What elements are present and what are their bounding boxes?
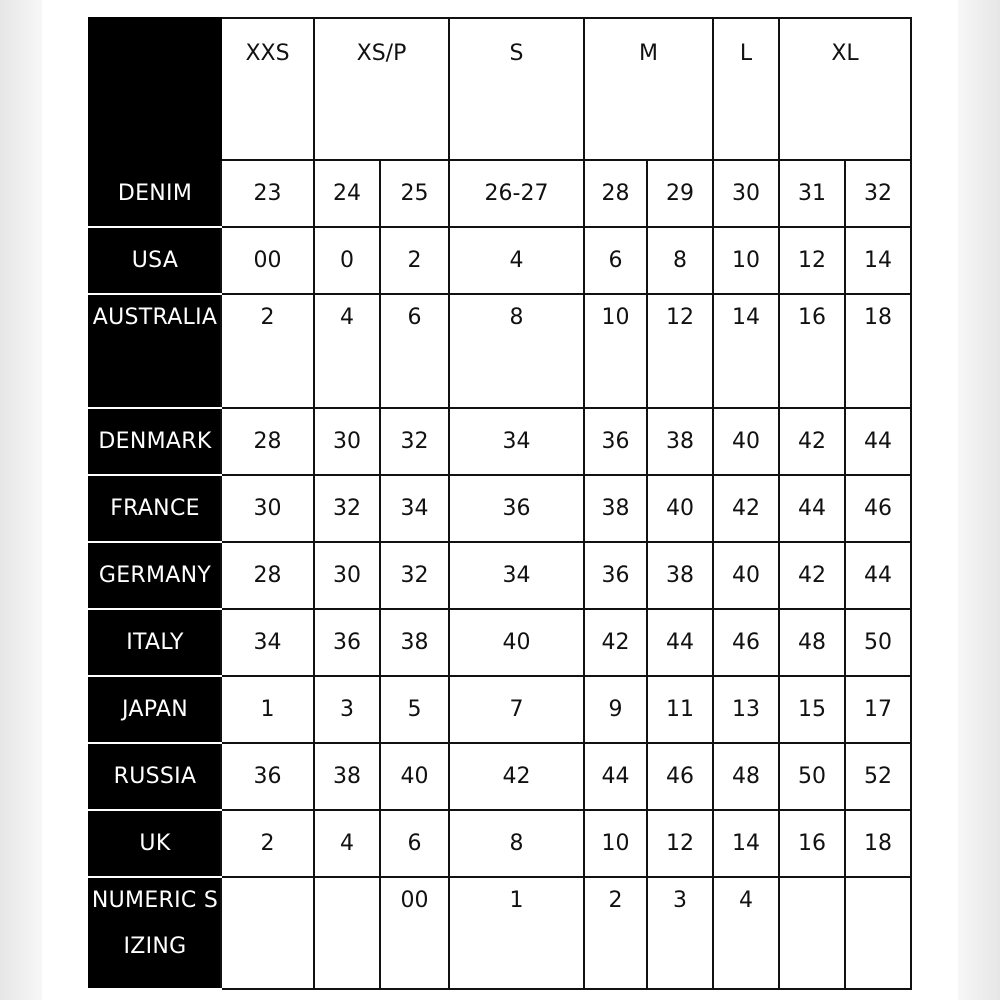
size-value-cell: 2 bbox=[380, 227, 449, 294]
size-value-cell: 4 bbox=[713, 877, 779, 989]
row-label-uk: UK bbox=[89, 810, 221, 877]
size-value-cell: 8 bbox=[449, 810, 584, 877]
row-label-italy: ITALY bbox=[89, 609, 221, 676]
size-value-cell: 36 bbox=[221, 743, 314, 810]
country-row-usa bbox=[89, 227, 911, 294]
row-label-numeric-sizing: NUMERIC SIZING bbox=[89, 877, 221, 989]
size-value-cell: 8 bbox=[449, 294, 584, 408]
size-value-cell: 16 bbox=[779, 294, 845, 408]
size-group-header-row bbox=[89, 18, 911, 160]
size-value-cell: 14 bbox=[845, 227, 911, 294]
size-value-cell: 10 bbox=[584, 294, 647, 408]
size-value-cell: 12 bbox=[647, 294, 713, 408]
size-value-cell: 18 bbox=[845, 810, 911, 877]
size-value-cell: 42 bbox=[584, 609, 647, 676]
size-value-cell: 15 bbox=[779, 676, 845, 743]
size-value-cell: 40 bbox=[713, 542, 779, 609]
size-group-l: L bbox=[713, 18, 779, 160]
size-value-cell: 40 bbox=[647, 475, 713, 542]
country-row-russia bbox=[89, 743, 911, 810]
size-value-cell: 2 bbox=[221, 294, 314, 408]
row-label-japan: JAPAN bbox=[89, 676, 221, 743]
row-label-france: FRANCE bbox=[89, 475, 221, 542]
size-value-cell: 46 bbox=[713, 609, 779, 676]
size-value-cell: 3 bbox=[314, 676, 380, 743]
size-value-cell: 8 bbox=[647, 227, 713, 294]
size-value-cell: 44 bbox=[779, 475, 845, 542]
size-value-cell: 40 bbox=[449, 609, 584, 676]
size-value-cell: 36 bbox=[449, 475, 584, 542]
size-value-cell: 44 bbox=[845, 542, 911, 609]
size-value-cell: 34 bbox=[449, 408, 584, 475]
size-value-cell: 48 bbox=[713, 743, 779, 810]
size-value-cell: 11 bbox=[647, 676, 713, 743]
size-value-cell: 2 bbox=[584, 877, 647, 989]
size-value-cell: 6 bbox=[380, 810, 449, 877]
size-value-cell: 30 bbox=[314, 542, 380, 609]
size-group-xxs: XXS bbox=[221, 18, 314, 160]
size-value-cell: 4 bbox=[449, 227, 584, 294]
size-value-cell: 3 bbox=[647, 877, 713, 989]
size-value-cell bbox=[221, 877, 314, 989]
size-value-cell: 30 bbox=[713, 160, 779, 227]
country-row-france bbox=[89, 475, 911, 542]
size-value-cell: 24 bbox=[314, 160, 380, 227]
row-label-denmark: DENMARK bbox=[89, 408, 221, 475]
size-value-cell: 1 bbox=[221, 676, 314, 743]
size-value-cell: 42 bbox=[779, 542, 845, 609]
size-value-cell: 28 bbox=[221, 542, 314, 609]
country-row-uk bbox=[89, 810, 911, 877]
size-value-cell: 50 bbox=[845, 609, 911, 676]
size-value-cell: 46 bbox=[647, 743, 713, 810]
size-group-xl: XL bbox=[779, 18, 911, 160]
size-group-m: M bbox=[584, 18, 713, 160]
size-value-cell: 42 bbox=[713, 475, 779, 542]
size-value-cell: 34 bbox=[380, 475, 449, 542]
size-value-cell: 00 bbox=[380, 877, 449, 989]
size-value-cell: 28 bbox=[584, 160, 647, 227]
country-row-numeric-sizing bbox=[89, 877, 911, 989]
size-value-cell: 38 bbox=[314, 743, 380, 810]
size-value-cell: 2 bbox=[221, 810, 314, 877]
size-value-cell: 44 bbox=[845, 408, 911, 475]
row-label-germany: GERMANY bbox=[89, 542, 221, 609]
size-value-cell: 29 bbox=[647, 160, 713, 227]
size-value-cell: 4 bbox=[314, 294, 380, 408]
size-value-cell: 36 bbox=[584, 542, 647, 609]
size-value-cell: 48 bbox=[779, 609, 845, 676]
size-value-cell: 25 bbox=[380, 160, 449, 227]
row-label-russia: RUSSIA bbox=[89, 743, 221, 810]
size-value-cell: 30 bbox=[221, 475, 314, 542]
row-label-australia: AUSTRALIA bbox=[89, 294, 221, 408]
country-row-denmark bbox=[89, 408, 911, 475]
size-value-cell: 52 bbox=[845, 743, 911, 810]
size-value-cell: 9 bbox=[584, 676, 647, 743]
size-value-cell: 26-27 bbox=[449, 160, 584, 227]
country-row-japan bbox=[89, 676, 911, 743]
size-value-cell: 0 bbox=[314, 227, 380, 294]
size-value-cell: 40 bbox=[380, 743, 449, 810]
size-value-cell: 36 bbox=[314, 609, 380, 676]
size-value-cell: 14 bbox=[713, 294, 779, 408]
size-value-cell: 44 bbox=[647, 609, 713, 676]
country-row-germany bbox=[89, 542, 911, 609]
size-value-cell: 18 bbox=[845, 294, 911, 408]
size-value-cell: 4 bbox=[314, 810, 380, 877]
size-value-cell: 31 bbox=[779, 160, 845, 227]
left-page-edge bbox=[0, 0, 42, 1000]
size-value-cell: 40 bbox=[713, 408, 779, 475]
size-value-cell: 13 bbox=[713, 676, 779, 743]
size-value-cell bbox=[779, 877, 845, 989]
size-value-cell: 38 bbox=[584, 475, 647, 542]
size-value-cell: 38 bbox=[380, 609, 449, 676]
right-page-edge bbox=[958, 0, 1000, 1000]
size-value-cell: 28 bbox=[221, 408, 314, 475]
corner-cell bbox=[89, 18, 221, 160]
size-value-cell: 17 bbox=[845, 676, 911, 743]
size-chart-card bbox=[42, 0, 958, 1000]
row-label-denim: DENIM bbox=[89, 160, 221, 227]
size-value-cell: 32 bbox=[380, 408, 449, 475]
size-value-cell: 32 bbox=[314, 475, 380, 542]
size-value-cell: 10 bbox=[713, 227, 779, 294]
size-value-cell: 46 bbox=[845, 475, 911, 542]
size-value-cell: 12 bbox=[647, 810, 713, 877]
size-value-cell: 6 bbox=[380, 294, 449, 408]
country-row-italy bbox=[89, 609, 911, 676]
size-value-cell: 34 bbox=[221, 609, 314, 676]
size-value-cell bbox=[314, 877, 380, 989]
size-value-cell: 34 bbox=[449, 542, 584, 609]
size-value-cell: 16 bbox=[779, 810, 845, 877]
size-value-cell bbox=[845, 877, 911, 989]
size-value-cell: 30 bbox=[314, 408, 380, 475]
size-value-cell: 7 bbox=[449, 676, 584, 743]
size-chart-table bbox=[88, 17, 912, 990]
size-value-cell: 44 bbox=[584, 743, 647, 810]
size-value-cell: 36 bbox=[584, 408, 647, 475]
size-value-cell: 38 bbox=[647, 542, 713, 609]
size-value-cell: 32 bbox=[380, 542, 449, 609]
size-group-xs-p: XS/P bbox=[314, 18, 449, 160]
size-value-cell: 32 bbox=[845, 160, 911, 227]
size-value-cell: 42 bbox=[779, 408, 845, 475]
size-value-cell: 10 bbox=[584, 810, 647, 877]
size-group-s: S bbox=[449, 18, 584, 160]
size-value-cell: 38 bbox=[647, 408, 713, 475]
size-value-cell: 5 bbox=[380, 676, 449, 743]
size-value-cell: 14 bbox=[713, 810, 779, 877]
size-value-cell: 42 bbox=[449, 743, 584, 810]
size-value-cell: 23 bbox=[221, 160, 314, 227]
size-value-cell: 50 bbox=[779, 743, 845, 810]
size-value-cell: 6 bbox=[584, 227, 647, 294]
row-label-usa: USA bbox=[89, 227, 221, 294]
size-value-cell: 12 bbox=[779, 227, 845, 294]
country-row-australia bbox=[89, 294, 911, 408]
size-value-cell: 00 bbox=[221, 227, 314, 294]
country-row-denim bbox=[89, 160, 911, 227]
size-value-cell: 1 bbox=[449, 877, 584, 989]
